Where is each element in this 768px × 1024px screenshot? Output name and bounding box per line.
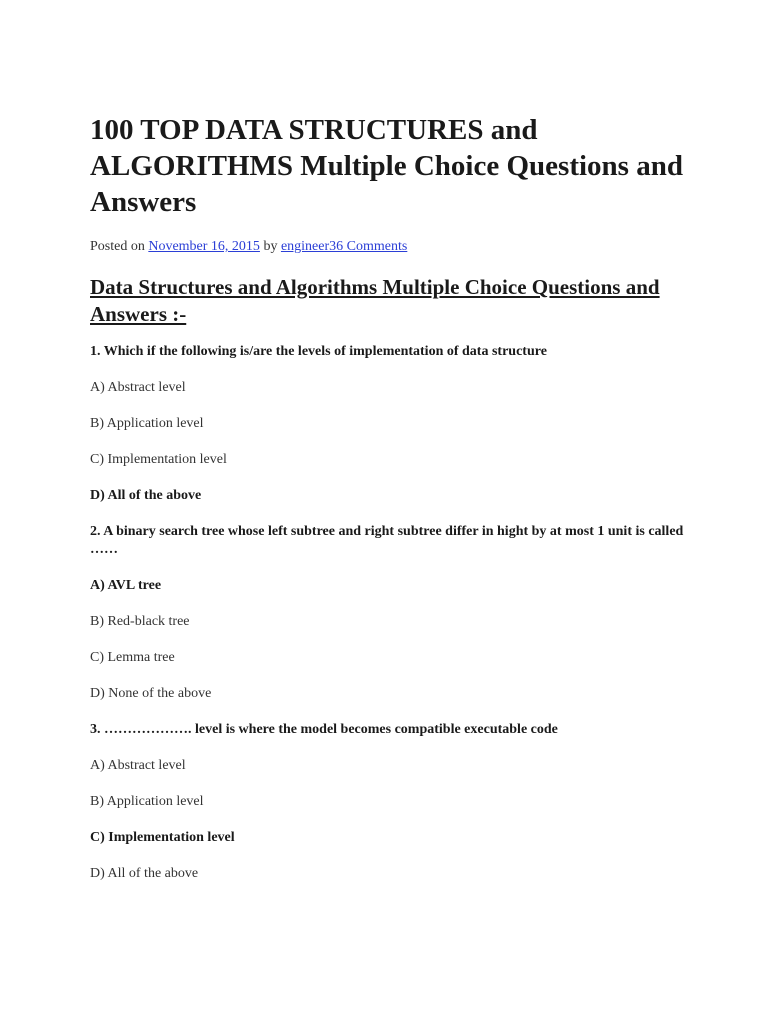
correct-answer-option: A) AVL tree bbox=[90, 578, 162, 593]
answer-option: C) Lemma tree bbox=[90, 650, 175, 665]
question-text: 2. A binary search tree whose left subtree and right subtree differ in hight by at most 1 unit is called …… bbox=[90, 524, 684, 557]
answer-option: D) None of the above bbox=[90, 686, 212, 701]
author-comments-link[interactable]: engineer36 Comments bbox=[280, 239, 408, 254]
post-title: 100 TOP DATA STRUCTURES and ALGORITHMS Multiple Choice Questions and Answers bbox=[90, 114, 683, 218]
by-label: by bbox=[263, 239, 278, 254]
question-block-1 bbox=[90, 343, 708, 505]
answer-option: D) All of the above bbox=[90, 866, 199, 881]
section-heading: Data Structures and Algorithms Multiple Choice Questions and Answers :- bbox=[90, 275, 660, 326]
answer-option: B) Application level bbox=[90, 416, 204, 431]
answer-option: C) Implementation level bbox=[90, 452, 227, 467]
question-text: 1. Which if the following is/are the levels of implementation of data structure bbox=[90, 344, 547, 359]
answer-option: B) Application level bbox=[90, 794, 204, 809]
question-list bbox=[90, 343, 708, 883]
answer-option: B) Red-black tree bbox=[90, 614, 190, 629]
question-block-2 bbox=[90, 523, 708, 703]
correct-answer-option: D) All of the above bbox=[90, 488, 202, 503]
post-date-link[interactable]: November 16, 2015 bbox=[148, 239, 260, 254]
question-text: 3. ………………. level is where the model becomes compatible executable code bbox=[90, 722, 558, 737]
question-block-3 bbox=[90, 721, 708, 883]
answer-option: A) Abstract level bbox=[90, 758, 186, 773]
correct-answer-option: C) Implementation level bbox=[90, 830, 235, 845]
post-meta bbox=[90, 238, 708, 256]
posted-on-label: Posted on bbox=[90, 239, 145, 254]
answer-option: A) Abstract level bbox=[90, 380, 186, 395]
